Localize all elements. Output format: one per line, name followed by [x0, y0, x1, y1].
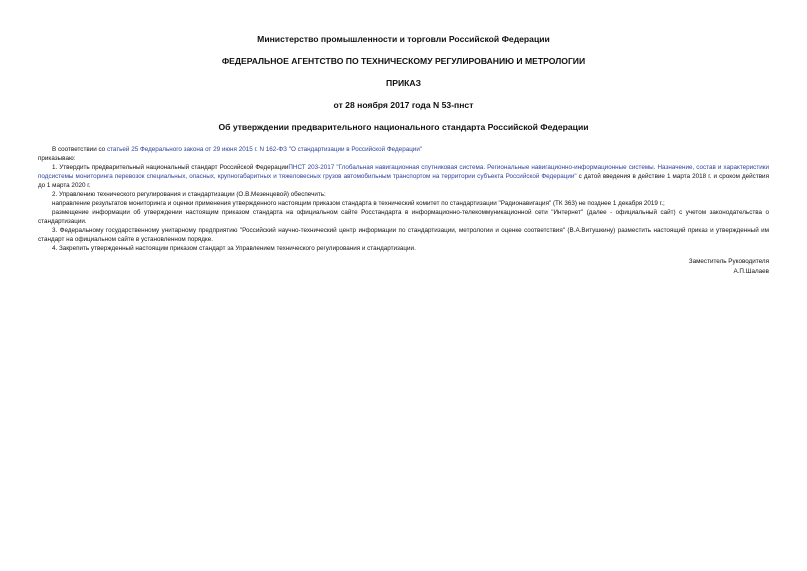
- signature-block: [38, 257, 769, 277]
- item-3: 3. Федеральному государственному унитарному предприятию "Российский научно-технический центр информации по стандартизации, метрологии и оценке соответствия" (В.А.Витушкину) разместить настоящий приказ и утвержденный им стандарт на официальном сайте в установленном порядке.: [38, 227, 769, 243]
- subject-heading: Об утверждении предварительного национального стандарта Российской Федерации: [218, 122, 589, 132]
- standard-link[interactable]: ПНСТ 203-2017 "Глобальная навигационная спутниковая система. Региональные навигационно-информационные системы. Назначение, состав и характеристики подсистемы мониторинга перевозок специальных, опасных, крупногабаритных и тяжеловесных грузов автомобильным транспортом на территории субъекта Российской Федерации": [38, 164, 769, 180]
- item-1-prefix: 1. Утвердить предварительный национальный стандарт Российской Федерации: [52, 164, 289, 171]
- item-2-b: размещение информации об утверждении настоящим приказом стандарта на официальном сайте Росстандарта в информационно-телекоммуникационной сети "Интернет" (далее - официальный сайт) с учетом законодательства о стандартизации.: [38, 209, 769, 225]
- document-page: [38, 34, 769, 277]
- doc-type-heading: ПРИКАЗ: [386, 78, 421, 88]
- signature-name: А.П.Шалаев: [733, 268, 769, 275]
- date-number-heading: от 28 ноября 2017 года N 53-пнст: [333, 100, 474, 110]
- item-2-a: направление результатов мониторинга и оценки применения утвержденного настоящим приказом стандарта в технический комитет по стандартизации "Радионавигация" (ТК 363) не позднее 1 декабря 2019 г.;: [52, 200, 665, 207]
- intro-paragraph: [38, 145, 769, 154]
- agency-heading: ФЕДЕРАЛЬНОЕ АГЕНТСТВО ПО ТЕХНИЧЕСКОМУ РЕГУЛИРОВАНИЮ И МЕТРОЛОГИИ: [221, 56, 586, 66]
- signature-position: Заместитель Руководителя: [688, 258, 769, 265]
- law-link[interactable]: статьей 25 Федерального закона от 29 июня 2015 г. N 162-ФЗ "О стандартизации в Российской Федерации": [106, 146, 423, 153]
- order-word: приказываю:: [38, 155, 76, 162]
- item-1: [38, 163, 769, 190]
- intro-prefix: В соответствии со: [52, 146, 107, 153]
- item-2: 2. Управлению технического регулирования и стандартизации (О.В.Мезенцевой) обеспечить:: [52, 191, 326, 198]
- item-4: 4. Закрепить утвержденный настоящим приказом стандарт за Управлением технического регулирования и стандартизации.: [52, 245, 416, 252]
- document-body: [38, 145, 769, 253]
- ministry-heading: Министерство промышленности и торговли Российской Федерации: [257, 34, 550, 44]
- item-1-suffix: с датой введения в действие 1 марта 2018 г. и сроком действия до 1 марта 2020 г.: [38, 173, 769, 189]
